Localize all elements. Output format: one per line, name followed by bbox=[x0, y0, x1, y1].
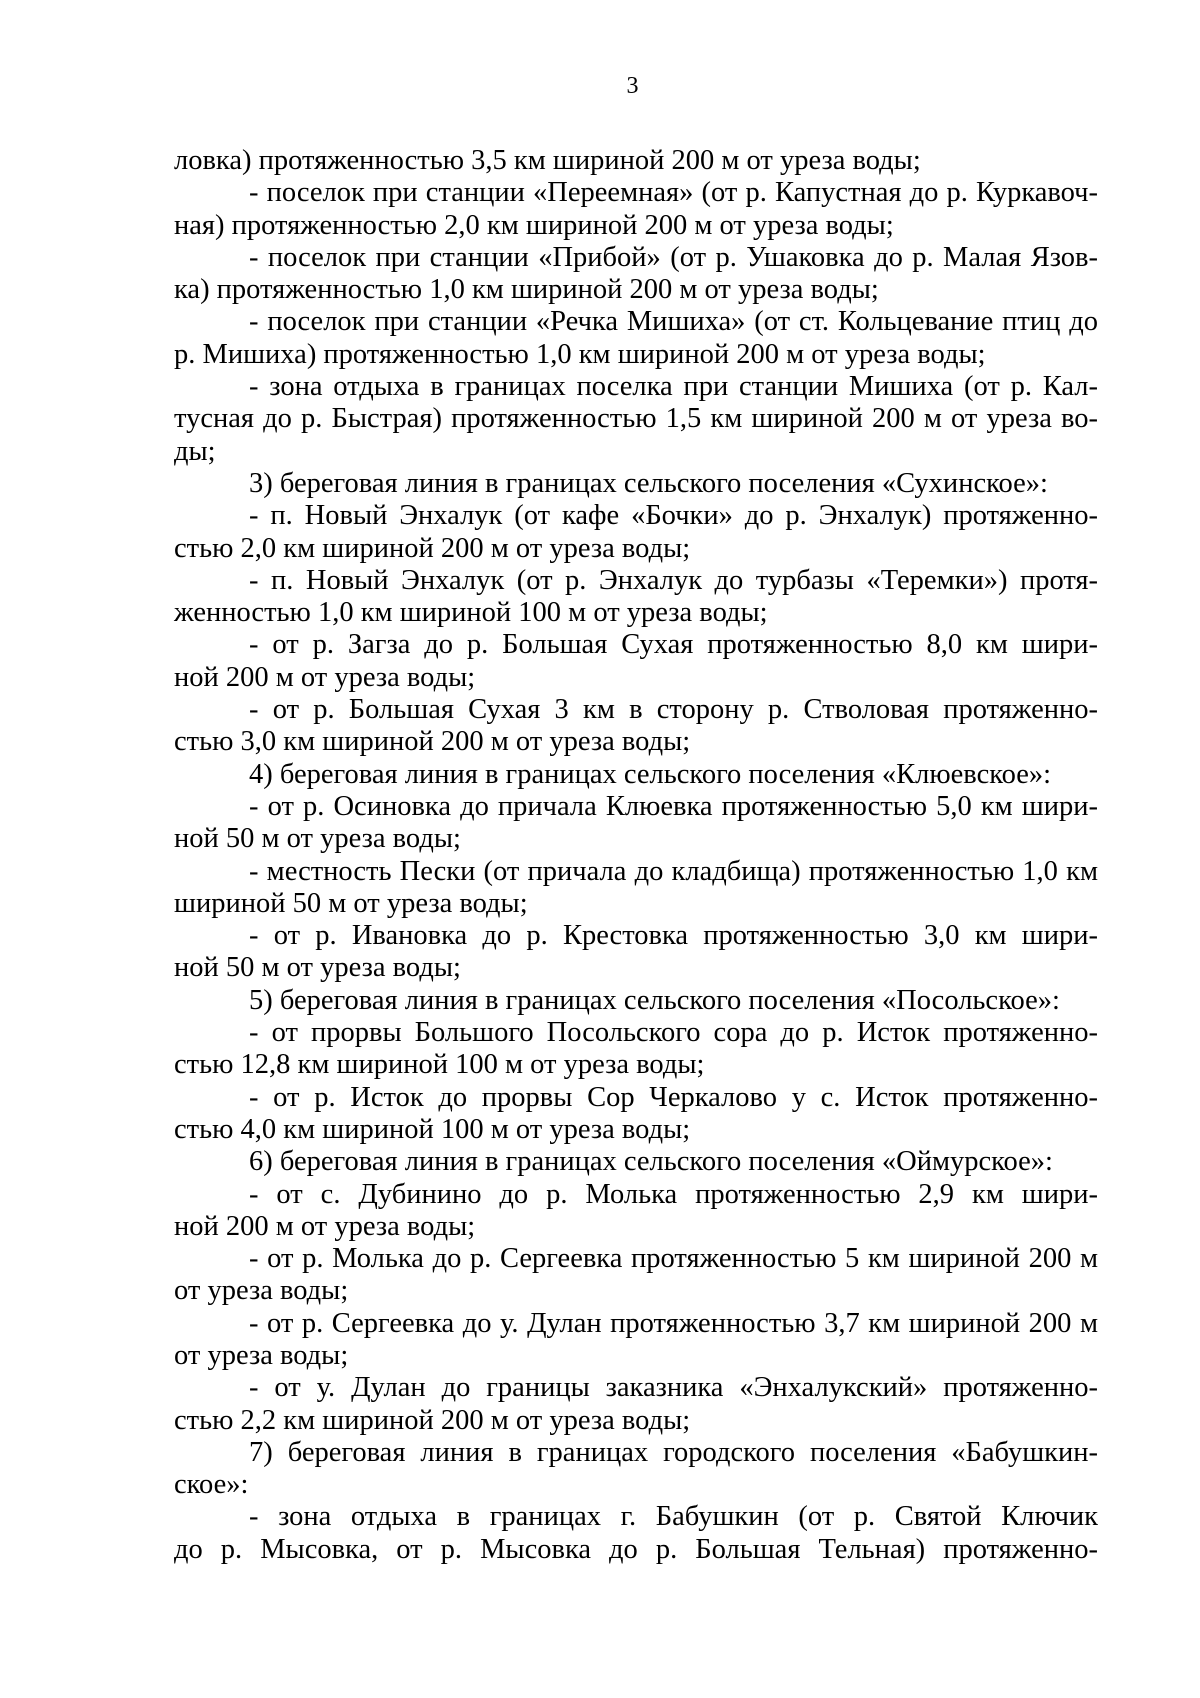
text-line: - поселок при станции «Речка Мишиха» (от ст. Кольцевание птиц до bbox=[249, 306, 1098, 338]
text-line: стью 12,8 км шириной 100 м от уреза воды; bbox=[174, 1049, 705, 1081]
text-line: ское»: bbox=[174, 1469, 249, 1501]
text-line: - поселок при станции «Переемная» (от р. Капустная до р. Куркавоч- bbox=[249, 177, 1098, 209]
text-line: ной 50 м от уреза воды; bbox=[174, 952, 461, 984]
text-line: - от р. Большая Сухая 3 км в сторону р. Стволовая протяженно- bbox=[249, 694, 1098, 726]
text-line: ловка) протяженностью 3,5 км шириной 200 м от уреза воды; bbox=[174, 145, 921, 176]
text-line: от уреза воды; bbox=[174, 1339, 349, 1371]
text-line: от уреза воды; bbox=[174, 1275, 349, 1307]
document-body bbox=[174, 145, 1098, 1566]
text-line: женностью 1,0 км шириной 100 м от уреза воды; bbox=[174, 597, 768, 629]
text-line: стью 2,2 км шириной 200 м от уреза воды; bbox=[174, 1404, 691, 1436]
text-line: - от с. Дубинино до р. Молька протяженностью 2,9 км шири- bbox=[249, 1178, 1098, 1210]
text-line: ная) протяженностью 2,0 км шириной 200 м от уреза воды; bbox=[174, 209, 894, 241]
text-line: 3) береговая линия в границах сельского поселения «Сухинское»: bbox=[249, 467, 1048, 499]
text-line: - зона отдыха в границах г. Бабушкин (от р. Святой Ключик bbox=[249, 1501, 1098, 1533]
text-line: ной 200 м от уреза воды; bbox=[174, 661, 476, 693]
text-line: 4) береговая линия в границах сельского поселения «Клюевское»: bbox=[249, 758, 1052, 790]
text-line: - от р. Молька до р. Сергеевка протяженностью 5 км шириной 200 м bbox=[249, 1243, 1098, 1275]
text-line: - п. Новый Энхалук (от кафе «Бочки» до р. Энхалук) протяженно- bbox=[249, 500, 1098, 532]
text-line: стью 4,0 км шириной 100 м от уреза воды; bbox=[174, 1113, 691, 1145]
text-line: - от р. Осиновка до причала Клюевка протяженностью 5,0 км шири- bbox=[249, 790, 1098, 822]
text-line: ды; bbox=[174, 435, 216, 467]
text-line: - п. Новый Энхалук (от р. Энхалук до турбазы «Теремки») протя- bbox=[249, 564, 1098, 596]
page-number: 3 bbox=[626, 73, 639, 99]
text-line: стью 2,0 км шириной 200 м от уреза воды; bbox=[174, 532, 691, 564]
text-line: 6) береговая линия в границах сельского поселения «Оймурское»: bbox=[249, 1146, 1053, 1178]
text-line: ной 200 м от уреза воды; bbox=[174, 1210, 476, 1242]
text-line: тусная до р. Быстрая) протяженностью 1,5 км шириной 200 м от уреза во- bbox=[174, 403, 1098, 435]
text-line: стью 3,0 км шириной 200 м от уреза воды; bbox=[174, 726, 691, 758]
text-line: - от р. Сергеевка до у. Дулан протяженностью 3,7 км шириной 200 м bbox=[249, 1307, 1098, 1339]
text-line: - зона отдыха в границах поселка при станции Мишиха (от р. Кал- bbox=[249, 371, 1098, 403]
text-line: 7) береговая линия в границах городского поселения «Бабушкин- bbox=[249, 1436, 1098, 1468]
text-line: ка) протяженностью 1,0 км шириной 200 м от уреза воды; bbox=[174, 274, 879, 306]
text-line: р. Мишиха) протяженностью 1,0 км шириной 200 м от уреза воды; bbox=[174, 338, 986, 370]
text-line: - от прорвы Большого Посольского сора до р. Исток протяженно- bbox=[249, 1017, 1098, 1049]
text-line: до р. Мысовка, от р. Мысовка до р. Большая Тельная) протяженно- bbox=[174, 1533, 1098, 1565]
text-line: 5) береговая линия в границах сельского поселения «Посольское»: bbox=[249, 984, 1060, 1016]
text-line: - от р. Исток до прорвы Сор Черкалово у с. Исток протяженно- bbox=[249, 1081, 1098, 1113]
text-line: - поселок при станции «Прибой» (от р. Ушаковка до р. Малая Язов- bbox=[249, 241, 1098, 273]
text-line: - местность Пески (от причала до кладбища) протяженностью 1,0 км bbox=[249, 855, 1098, 887]
text-line: - от у. Дулан до границы заказника «Энхалукский» протяженно- bbox=[249, 1372, 1098, 1404]
text-line: ной 50 м от уреза воды; bbox=[174, 823, 461, 855]
text-line: - от р. Загза до р. Большая Сухая протяженностью 8,0 км шири- bbox=[249, 629, 1098, 661]
text-line: - от р. Ивановка до р. Крестовка протяженностью 3,0 км шири- bbox=[249, 920, 1098, 952]
text-line: шириной 50 м от уреза воды; bbox=[174, 887, 528, 919]
